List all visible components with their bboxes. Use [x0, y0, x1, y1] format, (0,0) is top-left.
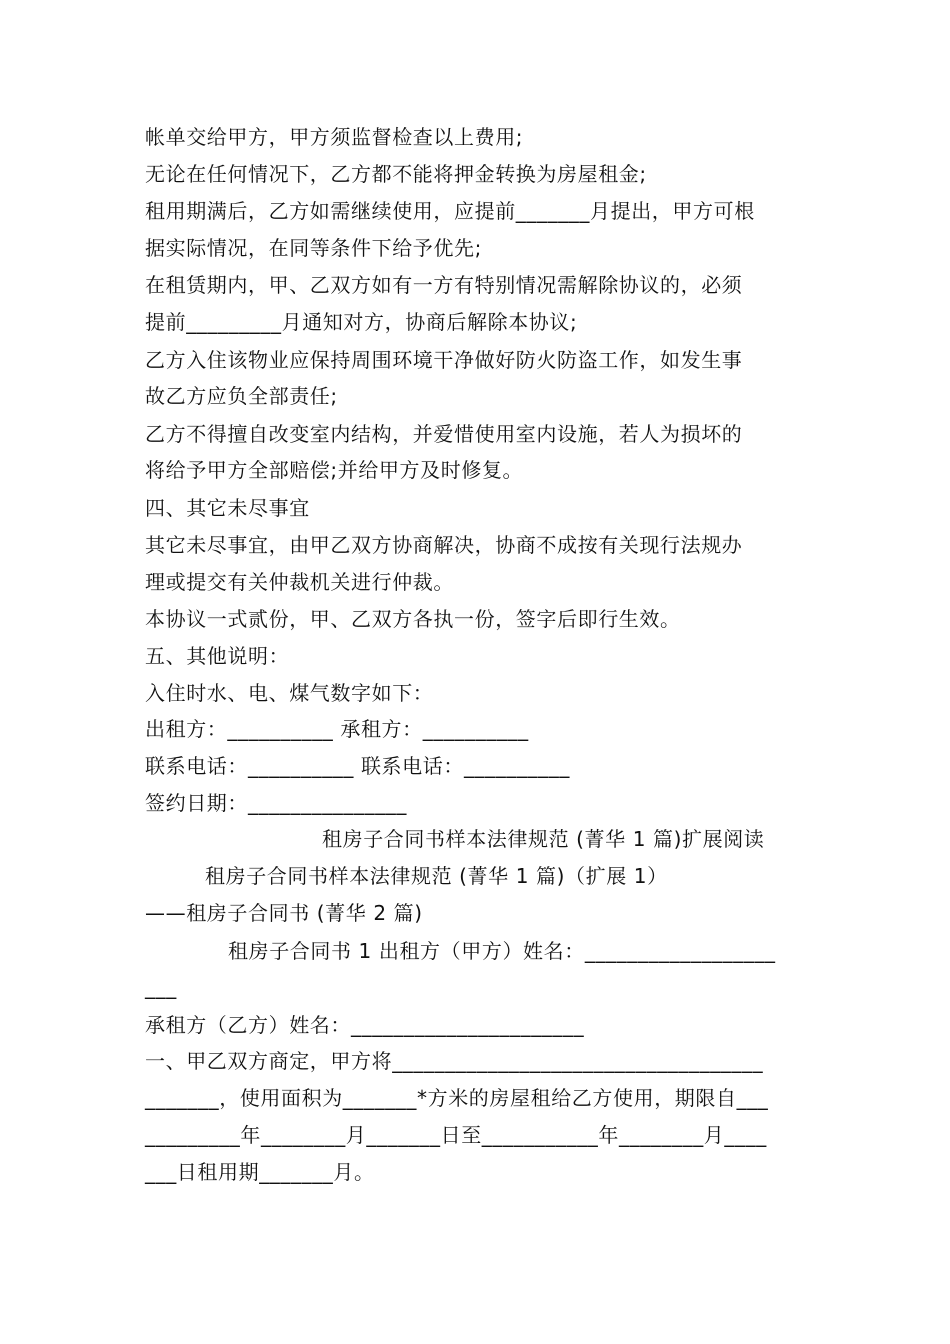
paragraph-line: 租用期满后，乙方如需继续使用，应提前_______月提出，甲方可根 — [145, 199, 755, 223]
paragraph-line: 入住时水、电、煤气数字如下： — [145, 681, 434, 705]
paragraph-line: _________年________月_______日至___________年________月____ — [145, 1123, 767, 1147]
paragraph-line: 其它未尽事宜，由甲乙双方协商解决，协商不成按有关现行法规办 — [145, 533, 743, 557]
paragraph-line: 租房子合同书 1 出租方（甲方）姓名：__________________ — [228, 939, 776, 963]
paragraph-line: 在租赁期内，甲、乙双方如有一方有特别情况需解除协议的，必须 — [145, 273, 743, 297]
signature-line: 联系电话：__________ 联系电话：__________ — [145, 754, 570, 778]
extended-reading-subtitle: 租房子合同书样本法律规范 (菁华 1 篇)（扩展 1） — [205, 864, 668, 888]
extended-reading-title: 租房子合同书样本法律规范 (菁华 1 篇)扩展阅读 — [322, 827, 765, 851]
signature-line: 出租方：__________ 承租方：__________ — [145, 717, 529, 741]
paragraph-line: ___日租用期_______月。 — [145, 1160, 375, 1184]
paragraph-line: 承租方（乙方）姓名：______________________ — [145, 1013, 585, 1037]
section-heading: 四、其它未尽事宜 — [145, 496, 310, 520]
paragraph-line: 无论在任何情况下，乙方都不能将押金转换为房屋租金; — [145, 162, 647, 186]
paragraph-line: _______，使用面积为_______*方米的房屋租给乙方使用，期限自___ — [145, 1086, 769, 1110]
paragraph-line: 将给予甲方全部赔偿;并给甲方及时修复。 — [145, 458, 524, 482]
paragraph-line: 据实际情况，在同等条件下给予优先; — [145, 236, 482, 260]
signature-line: 签约日期：_______________ — [145, 791, 407, 815]
paragraph-line: 本协议一式贰份，甲、乙双方各执一份，签字后即行生效。 — [145, 607, 681, 631]
paragraph-line: 故乙方应负全部责任; — [145, 384, 338, 408]
paragraph-line: 一、甲乙双方商定，甲方将___________________________________ — [145, 1049, 764, 1073]
paragraph-line: 帐单交给甲方，甲方须监督检查以上费用; — [145, 125, 524, 149]
paragraph-line: 提前_________月通知对方，协商后解除本协议; — [145, 310, 578, 334]
paragraph-line: ___ — [145, 975, 177, 999]
section-heading: 五、其他说明： — [145, 644, 290, 668]
extended-reading-subtitle: ——租房子合同书 (菁华 2 篇) — [145, 901, 423, 925]
paragraph-line: 乙方不得擅自改变室内结构，并爱惜使用室内设施，若人为损坏的 — [145, 422, 743, 446]
paragraph-line: 乙方入住该物业应保持周围环境干净做好防火防盗工作，如发生事 — [145, 348, 743, 372]
paragraph-line: 理或提交有关仲裁机关进行仲裁。 — [145, 570, 454, 594]
